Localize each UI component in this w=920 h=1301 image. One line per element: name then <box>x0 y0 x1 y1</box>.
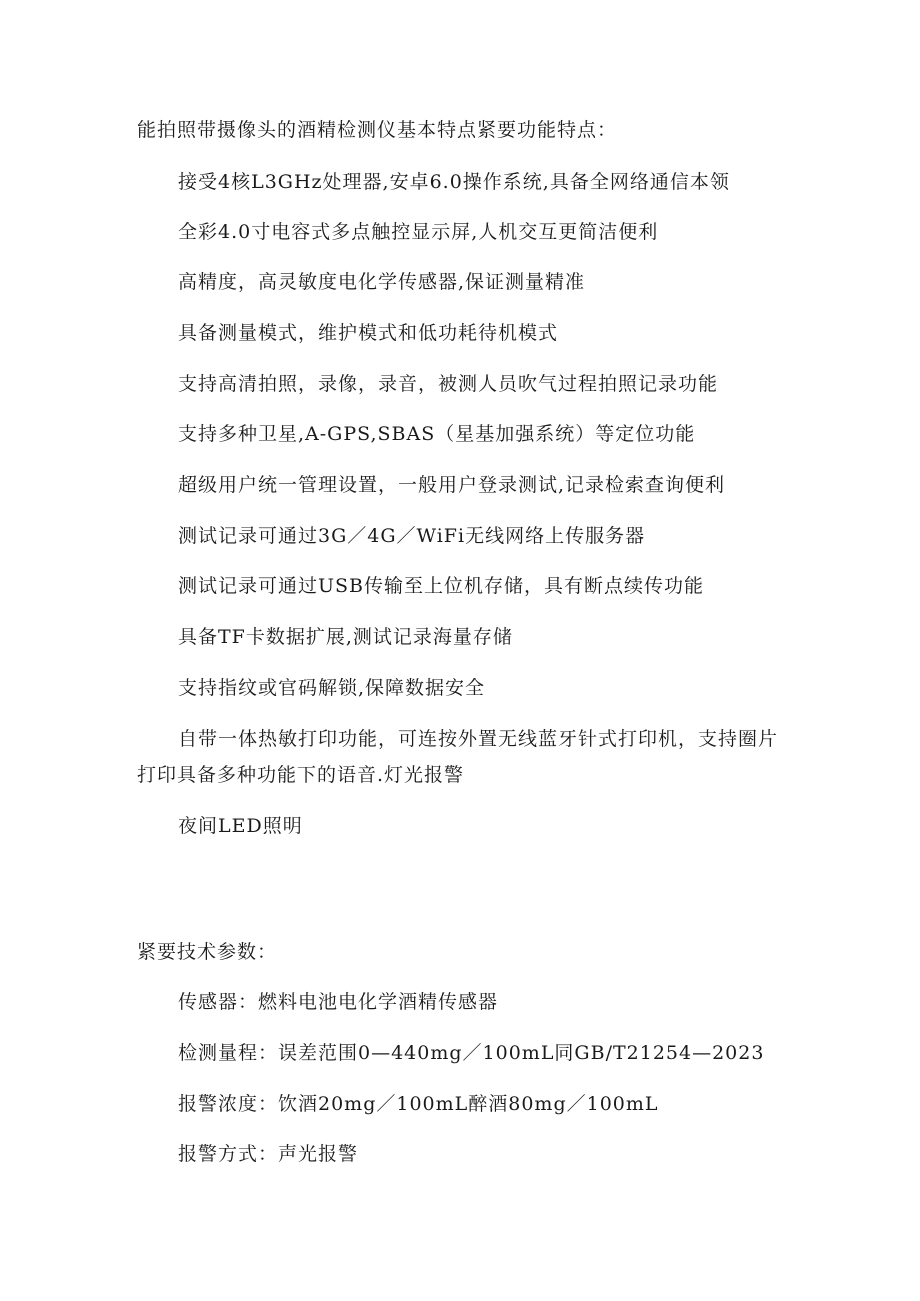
feature-item: 超级用户统一管理设置，一般用户登录测试,记录检索查询便利 <box>178 474 726 496</box>
feature-item: 具备测量模式，维护模式和低功耗待机模式 <box>178 322 559 344</box>
printing-feature-line-2: 打印具备多种功能下的语音.灯光报警 <box>137 764 465 786</box>
features-heading: 能拍照带摄像头的酒精检测仪基本特点紧要功能特点： <box>137 119 618 141</box>
feature-item: 接受4核L3GHz处理器,安卓6.0操作系统,具备全网络通信本领 <box>178 171 730 193</box>
feature-item: 支持指纹或官码解锁,保障数据安全 <box>178 677 486 699</box>
feature-item: 高精度，高灵敏度电化学传感器,保证测量精准 <box>178 271 586 293</box>
feature-item: 支持高清拍照，录像，录音，被测人员吹气过程拍照记录功能 <box>178 373 719 395</box>
feature-item: 测试记录可通过USB传输至上位机存储，具有断点续传功能 <box>178 575 704 597</box>
spec-item-range: 检测量程：误差范围0—440mg／100mL同GB/T21254—2023 <box>178 1042 765 1064</box>
feature-item: 测试记录可通过3G／4G／WiFi无线网络上传服务器 <box>178 525 646 547</box>
feature-item: 全彩4.0寸电容式多点触控显示屏,人机交互更简洁便利 <box>178 221 659 243</box>
feature-item: 支持多种卫星,A-GPS,SBAS（星基加强系统）等定位功能 <box>178 423 696 445</box>
night-light-feature: 夜间LED照明 <box>178 815 303 837</box>
spec-item-sensor: 传感器：燃料电池电化学酒精传感器 <box>178 991 499 1013</box>
spec-item-alarm-concentration: 报警浓度：饮酒20mg／100mL醉酒80mg／100mL <box>178 1093 659 1115</box>
spec-item-alarm-mode: 报警方式：声光报警 <box>178 1143 359 1165</box>
specs-heading: 紧要技术参数： <box>137 941 278 963</box>
feature-item: 具备TF卡数据扩展,测试记录海量存储 <box>178 626 513 648</box>
printing-feature-line-1: 自带一体热敏打印功能，可连按外置无线蓝牙针式打印机，支持圈片 <box>178 728 779 750</box>
